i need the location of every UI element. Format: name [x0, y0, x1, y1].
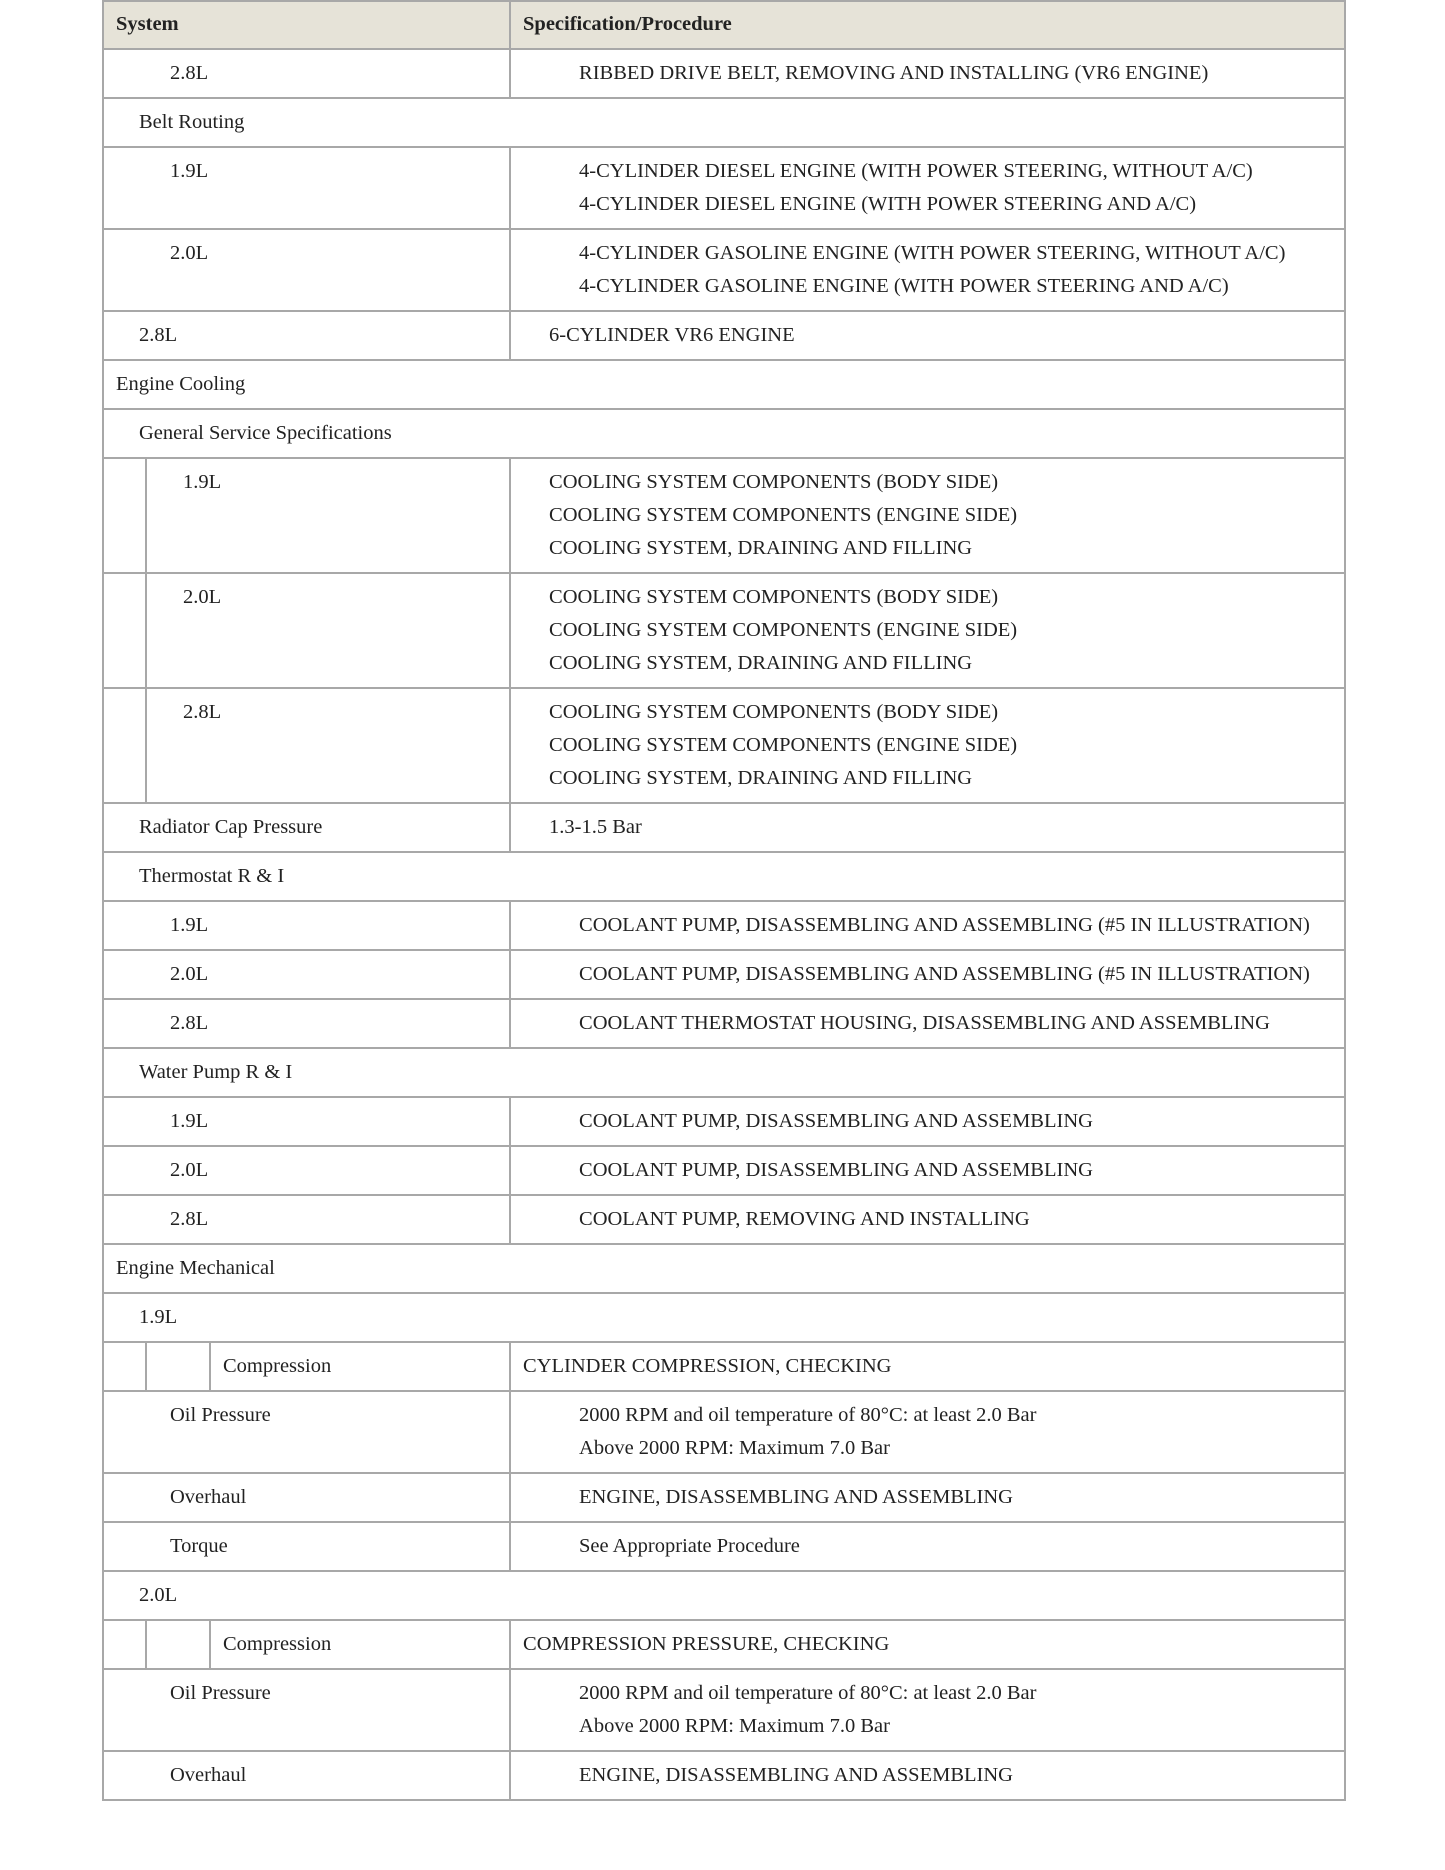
spec-line: COOLANT PUMP, REMOVING AND INSTALLING	[579, 1208, 1030, 1230]
system-cell: Oil Pressure	[103, 1669, 510, 1751]
section-row	[103, 360, 1345, 409]
section-row	[103, 1048, 1345, 1097]
spec-line: CYLINDER COMPRESSION, CHECKING	[523, 1355, 892, 1377]
indent-cell	[103, 1620, 146, 1669]
table-row	[103, 229, 1345, 311]
spec-line: COMPRESSION PRESSURE, CHECKING	[523, 1633, 890, 1655]
spec-line: ENGINE, DISASSEMBLING AND ASSEMBLING	[579, 1486, 1013, 1508]
table-body	[103, 49, 1345, 1800]
spec-cell	[510, 688, 1345, 803]
spec-cell	[510, 1097, 1345, 1146]
spec-line: ENGINE, DISASSEMBLING AND ASSEMBLING	[579, 1764, 1013, 1786]
system-cell: Overhaul	[103, 1473, 510, 1522]
system-cell: Compression	[210, 1342, 510, 1391]
section-heading: Engine Mechanical	[103, 1244, 1345, 1293]
spec-line: 2000 RPM and oil temperature of 80°C: at least 2.0 Bar	[579, 1682, 1037, 1704]
table-row	[103, 311, 1345, 360]
spec-line: COOLING SYSTEM COMPONENTS (BODY SIDE)	[549, 586, 999, 608]
spec-line: 1.3-1.5 Bar	[549, 816, 642, 838]
spec-line: COOLANT PUMP, DISASSEMBLING AND ASSEMBLING	[579, 1110, 1093, 1132]
spec-cell	[510, 311, 1345, 360]
spec-cell	[510, 1669, 1345, 1751]
table-row	[103, 901, 1345, 950]
spec-cell	[510, 147, 1345, 229]
spec-cell	[510, 1391, 1345, 1473]
spec-line: COOLING SYSTEM, DRAINING AND FILLING	[549, 652, 973, 674]
system-cell: 1.9L	[103, 147, 510, 229]
spec-line: COOLING SYSTEM COMPONENTS (BODY SIDE)	[549, 471, 999, 493]
spec-cell	[510, 999, 1345, 1048]
table-row	[103, 1097, 1345, 1146]
spec-line: Above 2000 RPM: Maximum 7.0 Bar	[579, 1437, 890, 1459]
system-cell: Oil Pressure	[103, 1391, 510, 1473]
section-row	[103, 1571, 1345, 1620]
section-heading: Water Pump R & I	[103, 1048, 1345, 1097]
spec-line: COOLANT PUMP, DISASSEMBLING AND ASSEMBLING (#5 IN ILLUSTRATION)	[579, 963, 1310, 985]
system-cell: Torque	[103, 1522, 510, 1571]
spec-line: 4-CYLINDER DIESEL ENGINE (WITH POWER STEERING AND A/C)	[579, 193, 1197, 215]
indent-cell	[146, 1342, 210, 1391]
spec-line: COOLANT PUMP, DISASSEMBLING AND ASSEMBLING	[579, 1159, 1093, 1181]
spec-line: COOLING SYSTEM COMPONENTS (ENGINE SIDE)	[549, 734, 1018, 756]
spec-line: 6-CYLINDER VR6 ENGINE	[549, 324, 795, 346]
table-row	[103, 803, 1345, 852]
system-cell: 2.0L	[103, 1146, 510, 1195]
table-row	[103, 1620, 1345, 1669]
table-row	[103, 950, 1345, 999]
section-heading: Engine Cooling	[103, 360, 1345, 409]
indent-cell	[103, 1342, 146, 1391]
system-cell: 2.0L	[103, 950, 510, 999]
section-heading: Belt Routing	[103, 98, 1345, 147]
spec-line: RIBBED DRIVE BELT, REMOVING AND INSTALLING (VR6 ENGINE)	[579, 62, 1209, 84]
table-row	[103, 1669, 1345, 1751]
spec-cell	[510, 1751, 1345, 1800]
table-row	[103, 49, 1345, 98]
spec-cell	[510, 803, 1345, 852]
section-row	[103, 852, 1345, 901]
section-row	[103, 1244, 1345, 1293]
system-cell: 1.9L	[146, 458, 510, 573]
indent-cell	[146, 1620, 210, 1669]
indent-cell	[103, 458, 146, 573]
system-cell: 1.9L	[103, 901, 510, 950]
spec-cell	[510, 901, 1345, 950]
system-cell: 2.8L	[103, 999, 510, 1048]
table-row	[103, 1195, 1345, 1244]
specification-column-header: Specification/Procedure	[510, 1, 1345, 49]
spec-line: COOLANT PUMP, DISASSEMBLING AND ASSEMBLING (#5 IN ILLUSTRATION)	[579, 914, 1310, 936]
header-row	[103, 1, 1345, 49]
spec-cell	[510, 1342, 1345, 1391]
spec-cell	[510, 1473, 1345, 1522]
spec-cell	[510, 1522, 1345, 1571]
spec-line: Above 2000 RPM: Maximum 7.0 Bar	[579, 1715, 890, 1737]
table-row	[103, 458, 1345, 573]
spec-cell	[510, 950, 1345, 999]
table-row	[103, 999, 1345, 1048]
spec-cell	[510, 573, 1345, 688]
section-row	[103, 98, 1345, 147]
spec-cell	[510, 458, 1345, 573]
table-row	[103, 147, 1345, 229]
section-heading: 2.0L	[103, 1571, 1345, 1620]
system-column-header: System	[103, 1, 510, 49]
section-heading: General Service Specifications	[103, 409, 1345, 458]
system-cell: Compression	[210, 1620, 510, 1669]
spec-line: COOLING SYSTEM COMPONENTS (BODY SIDE)	[549, 701, 999, 723]
table-row	[103, 1522, 1345, 1571]
indent-cell	[103, 573, 146, 688]
table-header	[103, 1, 1345, 49]
indent-cell	[103, 688, 146, 803]
spec-line: See Appropriate Procedure	[579, 1535, 800, 1557]
spec-table	[102, 0, 1346, 1801]
system-cell: 2.0L	[103, 229, 510, 311]
table-row	[103, 573, 1345, 688]
table-row	[103, 688, 1345, 803]
spec-cell	[510, 49, 1345, 98]
system-cell: 2.8L	[103, 311, 510, 360]
table-row	[103, 1751, 1345, 1800]
spec-cell	[510, 1195, 1345, 1244]
spec-line: COOLING SYSTEM COMPONENTS (ENGINE SIDE)	[549, 619, 1018, 641]
spec-cell	[510, 1146, 1345, 1195]
spec-line: COOLING SYSTEM COMPONENTS (ENGINE SIDE)	[549, 504, 1018, 526]
section-row	[103, 409, 1345, 458]
spec-line: 4-CYLINDER DIESEL ENGINE (WITH POWER STEERING, WITHOUT A/C)	[579, 160, 1253, 182]
spec-line: COOLING SYSTEM, DRAINING AND FILLING	[549, 537, 973, 559]
spec-line: COOLANT THERMOSTAT HOUSING, DISASSEMBLING AND ASSEMBLING	[579, 1012, 1270, 1034]
spec-line: 2000 RPM and oil temperature of 80°C: at least 2.0 Bar	[579, 1404, 1037, 1426]
table-row	[103, 1391, 1345, 1473]
system-cell: 1.9L	[103, 1097, 510, 1146]
table-row	[103, 1146, 1345, 1195]
system-cell: Radiator Cap Pressure	[103, 803, 510, 852]
table-row	[103, 1473, 1345, 1522]
section-heading: Thermostat R & I	[103, 852, 1345, 901]
table-row	[103, 1342, 1345, 1391]
spec-line: 4-CYLINDER GASOLINE ENGINE (WITH POWER STEERING AND A/C)	[579, 275, 1229, 297]
spec-cell	[510, 1620, 1345, 1669]
spec-line: COOLING SYSTEM, DRAINING AND FILLING	[549, 767, 973, 789]
spec-cell	[510, 229, 1345, 311]
system-cell: 2.8L	[103, 49, 510, 98]
spec-line: 4-CYLINDER GASOLINE ENGINE (WITH POWER STEERING, WITHOUT A/C)	[579, 242, 1286, 264]
system-cell: 2.8L	[103, 1195, 510, 1244]
system-cell: 2.0L	[146, 573, 510, 688]
section-row	[103, 1293, 1345, 1342]
system-cell: 2.8L	[146, 688, 510, 803]
system-cell: Overhaul	[103, 1751, 510, 1800]
section-heading: 1.9L	[103, 1293, 1345, 1342]
